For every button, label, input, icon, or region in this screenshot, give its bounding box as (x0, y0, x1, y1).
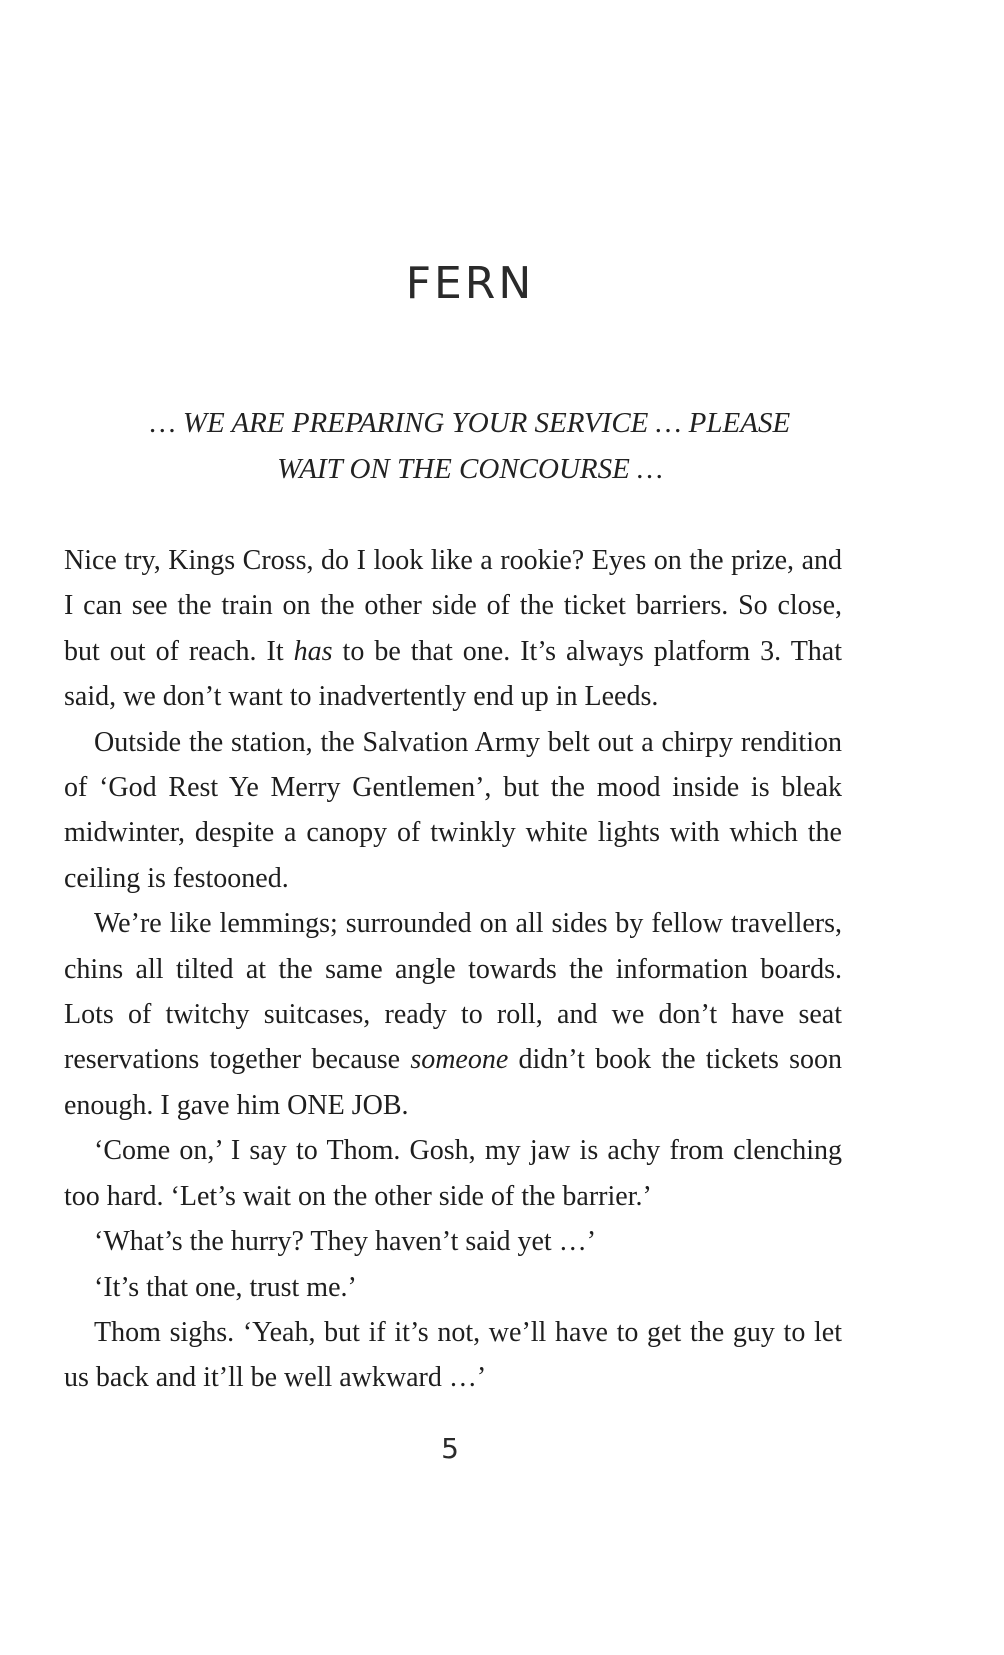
paragraph-4: ‘Come on,’ I say to Thom. Gosh, my jaw is achy from clenching too hard. ‘Let’s wait on the other side of the barrier.’ (64, 1135, 842, 1212)
paragraph-1-text-start: Nice try, Kings Cross, do I look like a rookie? Eyes on the prize, and I can see the train on the other side of the ticket barriers. So close, but out of reach. It (64, 545, 842, 667)
paragraph-2: Outside the station, the Salvation Army belt out a chirpy rendition of ‘God Rest Ye Merry Gentlemen’, but the mood inside is bleak midwinter, despite a canopy of twinkly white lights with which the ceiling is festooned. (64, 726, 842, 894)
body-text (64, 538, 842, 1401)
paragraph-1-emphasis: has (293, 635, 333, 667)
station-announcement (60, 400, 880, 492)
paragraph-3-emphasis: someone (410, 1044, 509, 1076)
page-number: 5 (441, 1432, 459, 1465)
chapter-title: FERN (405, 258, 535, 309)
announcement-line-1: … WE ARE PREPARING YOUR SERVICE … PLEASE (149, 407, 791, 439)
paragraph-3 (64, 901, 842, 1128)
paragraph-3-text-end: didn’t book the tickets soon enough. I gave him ONE JOB. (64, 1044, 842, 1121)
paragraph-6: ‘It’s that one, trust me.’ (94, 1271, 357, 1303)
paragraph-3-text-start: We’re like lemmings; surrounded on all sides by fellow travellers, chins all tilted at the same angle towards the information boards. Lots of twitchy suitcases, ready to roll, and we don’t have seat reservations together because (64, 908, 842, 1076)
paragraph-7: Thom sighs. ‘Yeah, but if it’s not, we’ll have to get the guy to let us back and it’ll be well awkward …’ (64, 1316, 842, 1394)
paragraph-1 (64, 538, 842, 720)
paragraph-5: ‘What’s the hurry? They haven’t said yet …’ (94, 1226, 597, 1258)
announcement-line-2: WAIT ON THE CONCOURSE … (277, 453, 663, 485)
paragraph-1-text-end: to be that one. It’s always platform 3. That said, we don’t want to inadvertently end up in Leeds. (64, 635, 842, 713)
